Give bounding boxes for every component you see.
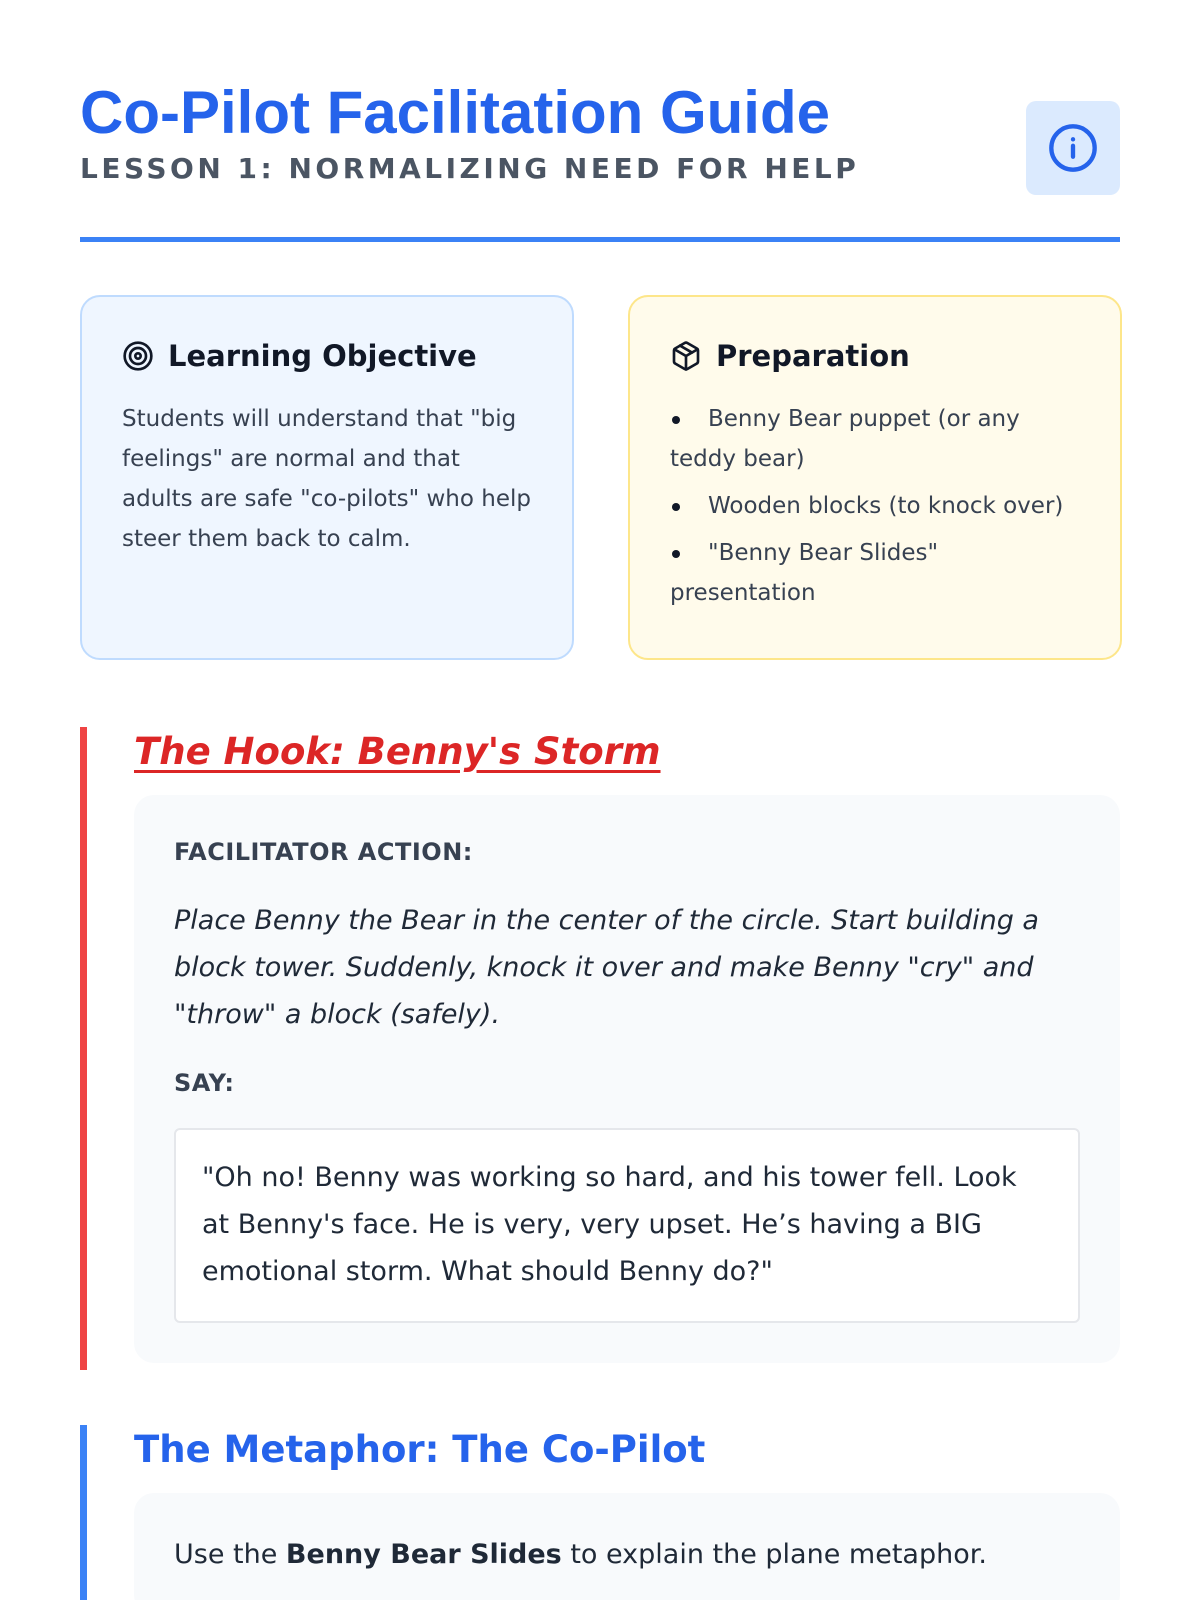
- say-quote: "Oh no! Benny was working so hard, and his tower fell. Look at Benny's face. He is very, very upset. He’s having a BIG emotional storm. What should Benny do?": [174, 1128, 1080, 1323]
- hook-section: [80, 727, 1120, 1370]
- package-icon: [670, 340, 702, 372]
- metaphor-text-before: Use the: [174, 1539, 286, 1570]
- metaphor-text-bold: Benny Bear Slides: [285, 1539, 562, 1570]
- metaphor-section: [80, 1425, 1120, 1600]
- say-label: SAY:: [174, 1069, 235, 1097]
- info-icon: [1047, 122, 1099, 174]
- page-header: [80, 0, 1120, 242]
- hook-box: [134, 795, 1120, 1363]
- list-item: "Benny Bear Slides" presentation: [670, 533, 1080, 613]
- metaphor-text: [174, 1535, 1080, 1575]
- metaphor-title: The Metaphor: The Co-Pilot: [134, 1428, 706, 1471]
- learning-objective-text: Students will understand that "big feelings" are normal and that adults are safe "co-pilots" who help steer them back to calm.: [122, 406, 531, 552]
- learning-objective-header: [122, 339, 532, 373]
- preparation-header: [670, 339, 1080, 373]
- metaphor-box: [134, 1493, 1120, 1600]
- preparation-card: [628, 295, 1122, 660]
- learning-objective-heading: Learning Objective: [168, 339, 477, 373]
- learning-objective-card: [80, 295, 574, 660]
- list-item: Wooden blocks (to knock over): [670, 486, 1080, 526]
- list-item: Benny Bear puppet (or any teddy bear): [670, 399, 1080, 479]
- facilitator-action-label: FACILITATOR ACTION:: [174, 838, 473, 866]
- page-title: Co-Pilot Facilitation Guide: [80, 79, 830, 146]
- info-button[interactable]: [1026, 101, 1120, 195]
- preparation-list: [670, 399, 1080, 613]
- target-icon: [122, 340, 154, 372]
- hook-title: The Hook: Benny's Storm: [134, 730, 661, 773]
- facilitator-action-text: Place Benny the Bear in the center of the circle. Start building a block tower. Suddenly, knock it over and make Benny "cry" and "throw" a block (safely).: [174, 905, 1039, 1030]
- preparation-heading: Preparation: [716, 339, 910, 373]
- metaphor-text-after: to explain the plane metaphor.: [561, 1539, 987, 1570]
- lesson-subtitle: LESSON 1: NORMALIZING NEED FOR HELP: [80, 152, 860, 185]
